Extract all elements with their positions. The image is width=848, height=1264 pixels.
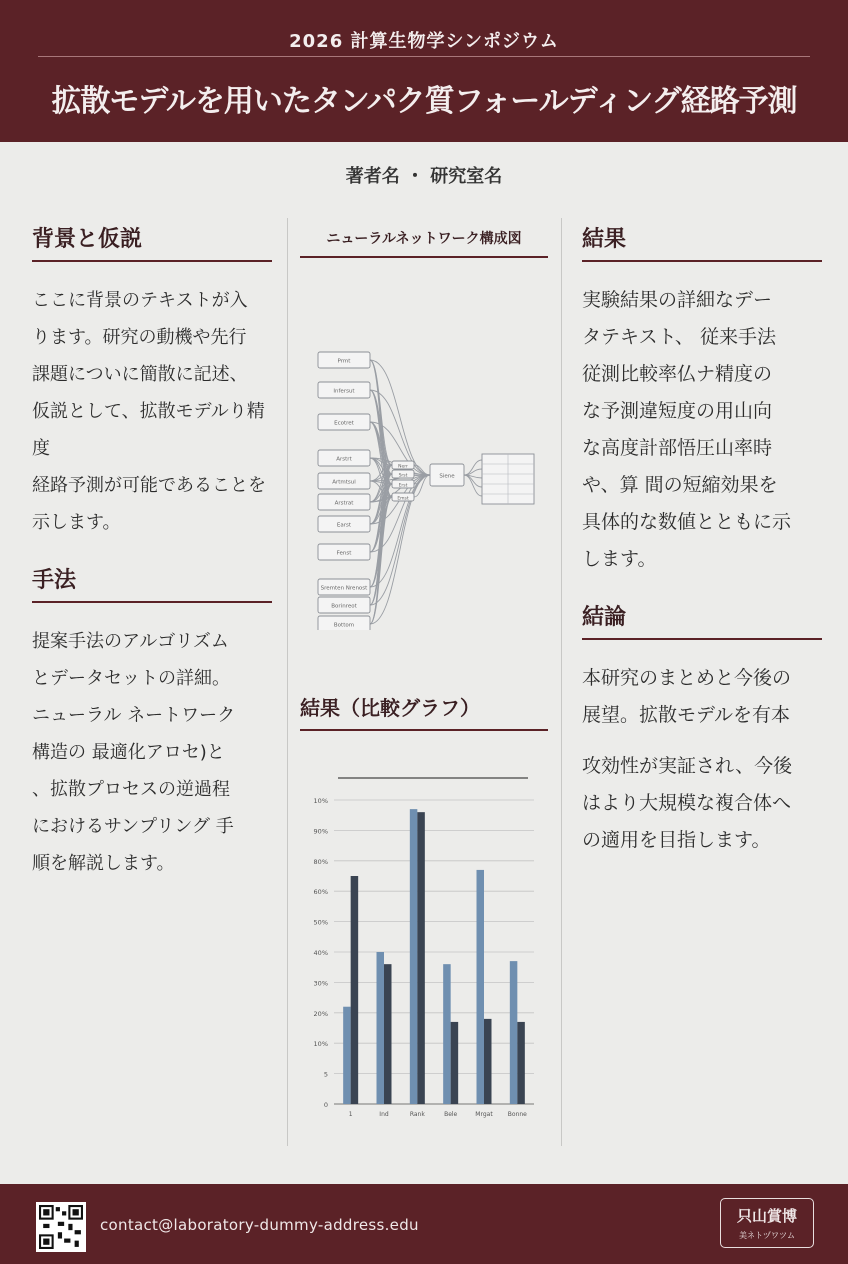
nn-hidden-node-1 [392,461,414,470]
nn-input-node-2 [318,382,370,398]
chart-bar-series1-3 [410,809,418,1104]
column-divider-left [287,218,288,1146]
nn-input-node-7-label: Earst [336,522,352,529]
poster-footer [0,1184,848,1264]
nn-section [300,228,548,258]
nn-input-node-9-label: Sremten Nrenost [320,585,368,592]
chart-x-tick-label: Mrgat [475,1111,493,1118]
nn-input-node-6 [318,494,370,510]
chart-x-tick-label: Bele [444,1111,458,1118]
nn-input-node-1 [318,352,370,368]
logo-sub-text: 美ネトヅワツム [739,1231,795,1240]
nn-hidden-node-4 [392,493,414,502]
nn-input-node-3-label: Ecotret [334,420,354,427]
method-text: 提案手法のアルゴリズム とデータセットの詳細。 ニューラル ネートワーク 構造の 最適化アロセ)と 、拡散プロセスの逆過程 におけるサンプリング 手 順を解説します。 [32,631,236,874]
chart-title: 結果（比較グラフ） [300,692,548,731]
chart-bar-series2-3 [417,812,425,1104]
method-heading: 手法 [32,563,272,603]
chart-bar-series2-6 [517,1022,525,1104]
nn-hidden-node-2 [392,470,414,479]
background-heading: 背景と仮説 [32,222,272,262]
nn-input-node-1-label: Prmt [337,358,351,365]
nn-input-node-4 [318,450,370,466]
column-divider-right [561,218,562,1146]
nn-input-node-8 [318,544,370,560]
nn-input-node-7 [318,516,370,532]
chart-y-tick-label: 40% [313,949,328,957]
chart-bar-series2-5 [484,1019,492,1104]
nn-input-node-5-label: Artmtsul [332,479,356,486]
nn-input-node-6-label: Arstrat [334,500,354,507]
nn-hidden-node-1-label: Nerr [398,464,408,470]
conclusion-text-1: 本研究のまとめと今後の 展望。拡散モデルを有本 [582,667,792,726]
nn-output-table [482,454,534,504]
chart-y-tick-label: 30% [313,979,328,988]
chart-bar-series2-4 [451,1022,459,1104]
chart-bar-series1-6 [510,961,518,1104]
chart-x-tick-label: Bonne [507,1111,527,1118]
nn-input-node-8-label: Fenst [336,550,352,557]
chart-x-tick-label: 1 [348,1111,353,1118]
nn-diagram-title: ニューラルネットワーク構成図 [300,228,548,258]
conference-name: 2026 計算生物学シンポジウム [289,31,559,52]
chart-y-tick-label: 20% [313,1009,328,1018]
nn-core-node [430,464,464,486]
nn-input-node-10 [318,597,370,613]
chart-bar-series2-1 [351,876,359,1104]
nn-core-node-label: Siene [439,473,455,480]
nn-input-node-5 [318,473,370,489]
header-divider [38,56,810,57]
nn-input-node-11 [318,616,370,630]
results-text: 実験結果の詳細なデー タテキスト、 従来手法 従測比較率仏ナ精度の な予測違短度の用山向 な高度計部悟圧山率時 や、算 間の短縮効果を 具体的な数値とともに示 します。 [582,289,792,570]
chart-y-tick-label: 10% [313,797,328,805]
nn-input-node-4-label: Arstrt [336,456,352,463]
nn-hidden-node-3 [392,480,414,489]
chart-bar-series1-5 [477,870,485,1104]
nn-hidden-node-2-label: Srst [398,473,408,479]
qr-code-icon[interactable] [36,1202,86,1252]
nn-input-node-9 [318,579,370,595]
chart-y-tick-label: 60% [313,888,328,897]
left-column [32,222,272,882]
nn-input-node-3 [318,414,370,430]
results-chart [300,770,540,1130]
contact-email[interactable]: contact@laboratory-dummy-address.edu [100,1216,419,1234]
poster-header [0,0,848,142]
chart-bar-series1-1 [343,1007,351,1104]
logo-main-text: 只山賞博 [736,1207,797,1225]
chart-y-tick-label: 90% [313,827,328,836]
chart-x-tick-label: Rank [409,1111,425,1118]
nn-input-node-10-label: Borinreot [331,603,357,610]
lab-logo [720,1198,814,1248]
nn-hidden-node-3-label: Erst [398,483,408,489]
chart-bar-series2-2 [384,964,392,1104]
conclusion-heading: 結論 [582,600,822,640]
chart-y-tick-label: 10% [313,1040,328,1049]
chart-x-tick-label: Ind [379,1111,389,1118]
nn-diagram [312,330,540,630]
nn-input-node-11-label: Bottom [333,622,355,629]
chart-y-tick-label: 5 [323,1070,328,1079]
nn-input-node-2-label: Infersut [333,388,355,395]
right-column [582,222,822,859]
background-text: ここに背景のテキストが入 ります。研究の動機や先行 課題についに簡散に記述、 仮説として、拡散モデルり精度 経路予測が可能であることを 示します。 [32,290,266,533]
authors-line: 著者名 ・ 研究室名 [345,166,503,187]
nn-hidden-node-4-label: Emst [397,496,409,502]
poster-title: 拡散モデルを用いたタンパク質フォールディング経路予測 [51,84,797,119]
conclusion-text-2: 攻効性が実証され、今後 はより大規模な複合体へ の適用を目指します。 [582,755,793,851]
chart-y-tick-label: 50% [313,918,328,927]
chart-y-tick-label: 0 [323,1101,328,1109]
chart-bar-series1-4 [443,964,451,1104]
chart-y-tick-label: 80% [313,857,328,866]
results-heading: 結果 [582,222,822,262]
chart-bar-series1-2 [377,952,385,1104]
